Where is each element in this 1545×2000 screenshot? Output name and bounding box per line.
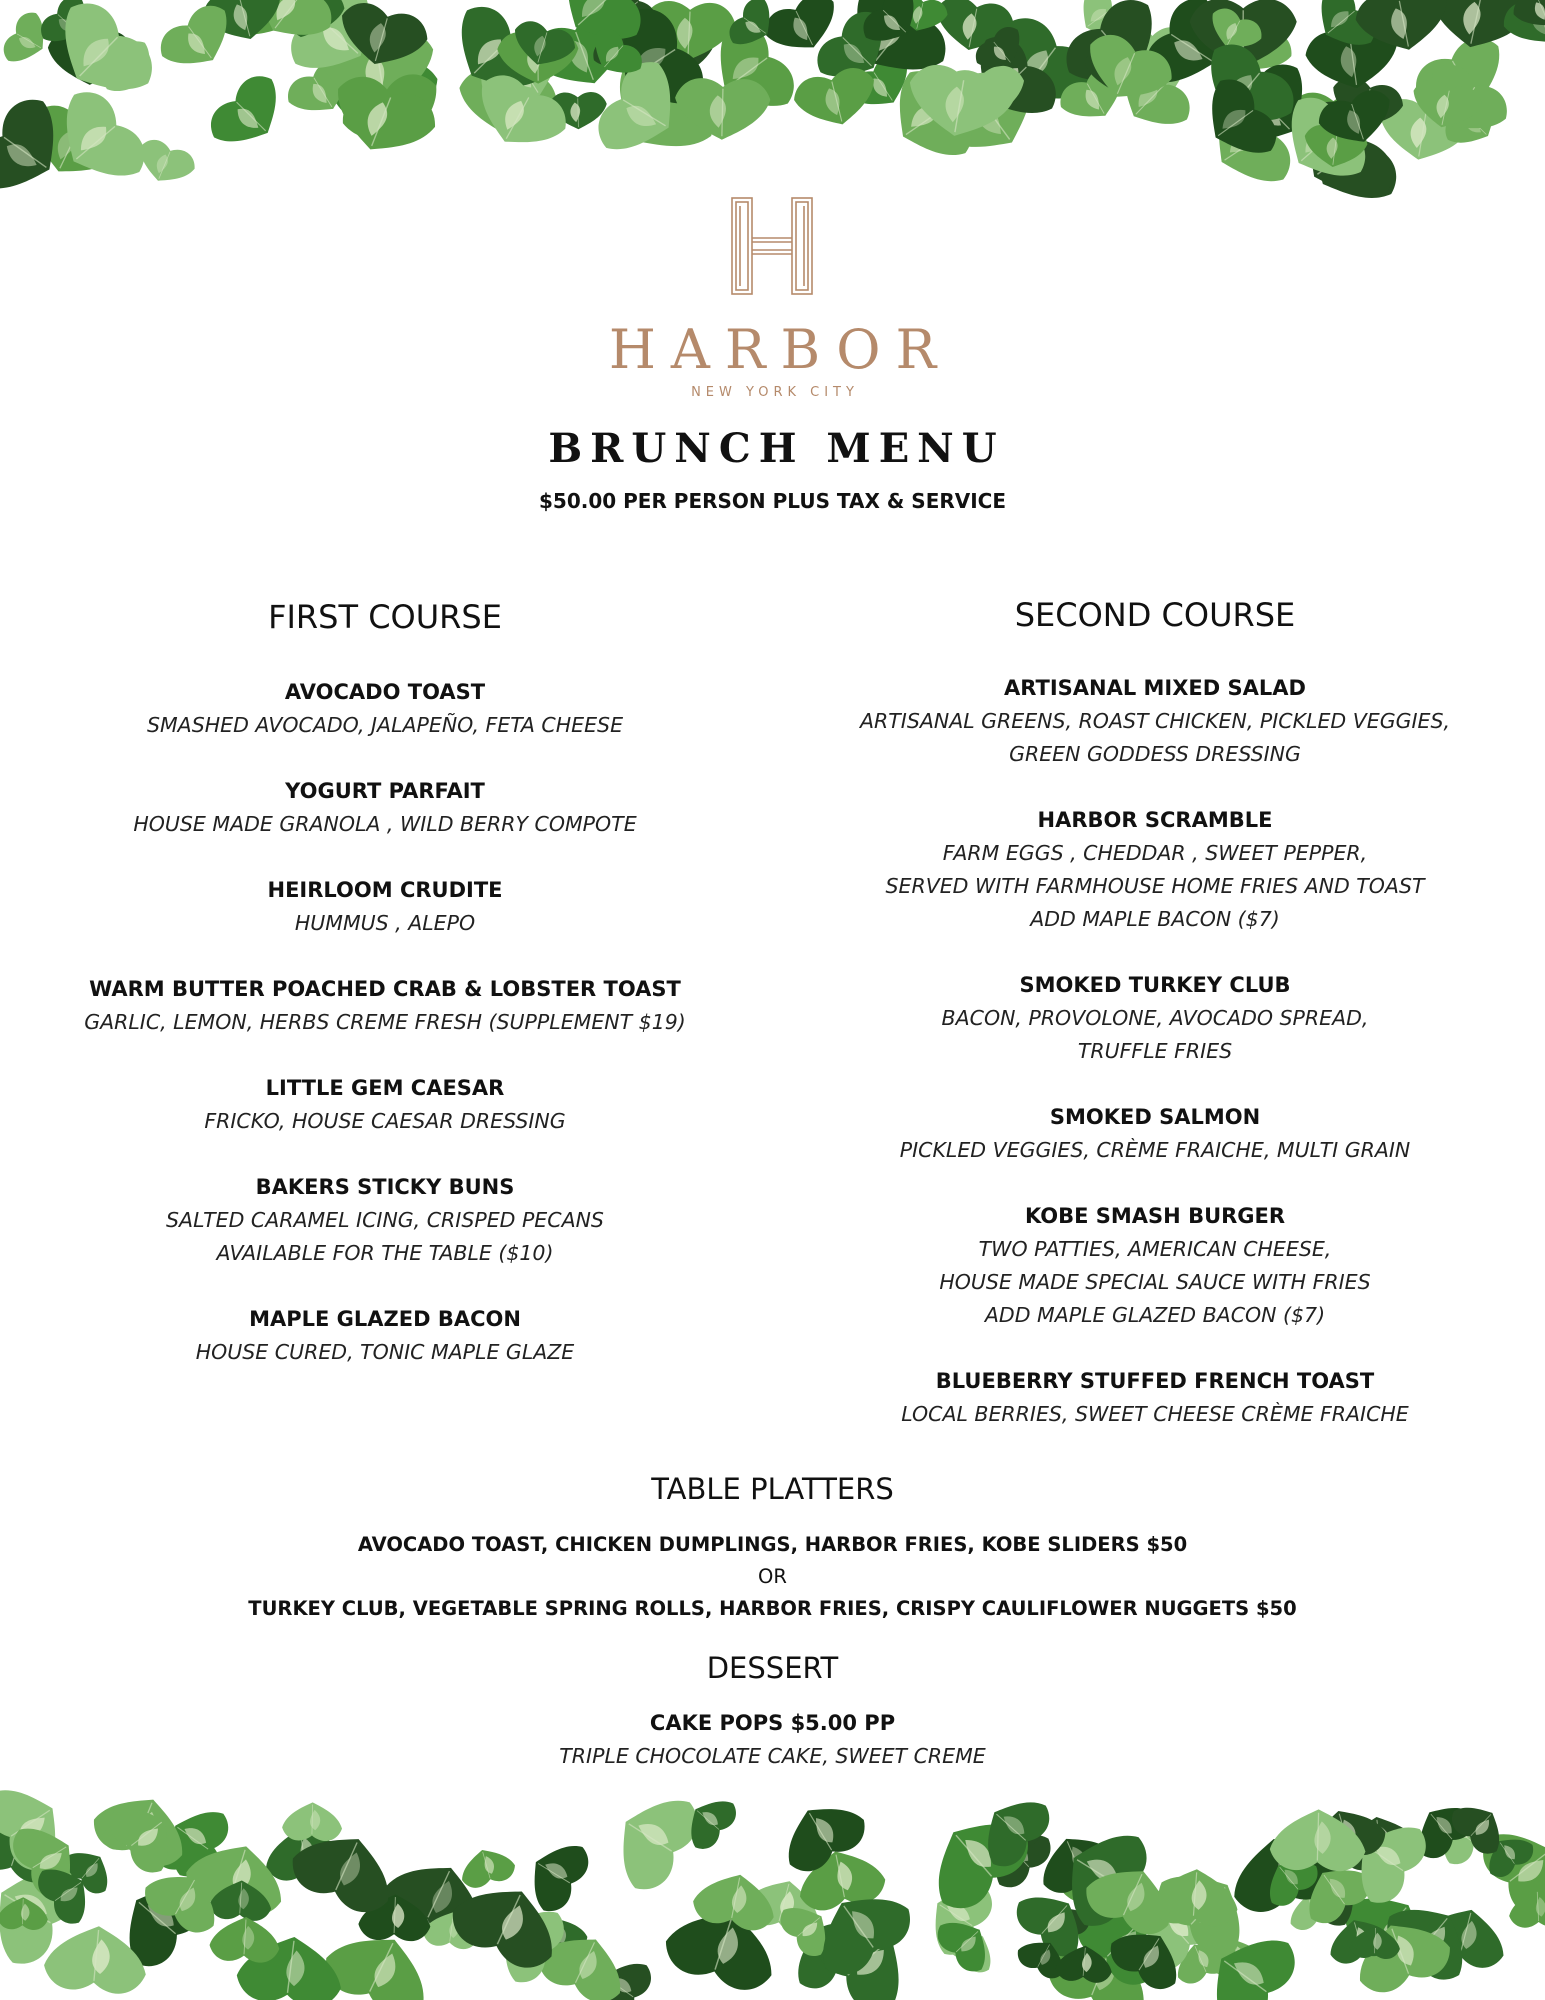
- item-description: ARTISANAL GREENS, ROAST CHICKEN, PICKLED VEGGIES, GREEN GODDESS DRESSING: [859, 709, 1450, 766]
- menu-item: [830, 1101, 1480, 1167]
- item-description: LOCAL BERRIES, SWEET CHEESE CRÈME FRAICHE: [901, 1402, 1409, 1426]
- platter-or-label: OR: [758, 1565, 787, 1588]
- item-description: HOUSE CURED, TONIC MAPLE GLAZE: [195, 1340, 575, 1364]
- brand-location: NEW YORK CITY: [691, 385, 859, 400]
- item-name: MAPLE GLAZED BACON: [249, 1307, 521, 1331]
- item-name: AVOCADO TOAST: [284, 680, 486, 704]
- menu-item: [830, 1365, 1480, 1431]
- item-description: TWO PATTIES, AMERICAN CHEESE, HOUSE MADE SPECIAL SAUCE WITH FRIES ADD MAPLE GLAZED BACON ($7): [939, 1237, 1371, 1327]
- menu-item: [60, 676, 710, 742]
- item-description: PICKLED VEGGIES, CRÈME FRAICHE, MULTI GRAIN: [899, 1138, 1411, 1162]
- menu-item: [830, 804, 1480, 936]
- table-platters-section: [0, 1472, 1545, 1625]
- first-course-column: [60, 598, 710, 1402]
- menu-item: [60, 1171, 710, 1270]
- menu-item: [60, 775, 710, 841]
- leaf: [209, 1915, 281, 1964]
- menu-item: [60, 1303, 710, 1369]
- leaf: [202, 67, 297, 162]
- item-description: HOUSE MADE GRANOLA , WILD BERRY COMPOTE: [133, 812, 637, 836]
- item-name: BLUEBERRY STUFFED FRENCH TOAST: [935, 1369, 1375, 1393]
- foliage-bottom-image: [0, 1790, 1545, 2000]
- leaf: [456, 1843, 518, 1892]
- item-description: BACON, PROVOLONE, AVOCADO SPREAD, TRUFFLE FRIES: [941, 1006, 1369, 1063]
- dessert-item-name: CAKE POPS $5.00 PP: [649, 1711, 896, 1735]
- item-description: FRICKO, HOUSE CAESAR DRESSING: [204, 1109, 566, 1133]
- second-course-title: SECOND COURSE: [1014, 596, 1296, 634]
- item-name: BAKERS STICKY BUNS: [255, 1175, 515, 1199]
- item-description: FARM EGGS , CHEDDAR , SWEET PEPPER, SERVED WITH FARMHOUSE HOME FRIES AND TOAST ADD MAPLE BACON ($7): [885, 841, 1425, 931]
- platter-option-1: AVOCADO TOAST, CHICKEN DUMPLINGS, HARBOR FRIES, KOBE SLIDERS $50: [357, 1533, 1188, 1556]
- item-description: HUMMUS , ALEPO: [294, 911, 476, 935]
- item-name: YOGURT PARFAIT: [285, 779, 485, 803]
- menu-item: [830, 1200, 1480, 1332]
- leaf: [282, 1802, 343, 1842]
- first-course-title: FIRST COURSE: [268, 598, 502, 636]
- item-name: SMOKED TURKEY CLUB: [1019, 973, 1291, 997]
- menu-item: [830, 672, 1480, 771]
- table-platters-title: TABLE PLATTERS: [651, 1472, 894, 1506]
- brand-name: HARBOR: [608, 318, 952, 381]
- dessert-item-description: TRIPLE CHOCOLATE CAKE, SWEET CREME: [559, 1744, 986, 1768]
- menu-price: $50.00 PER PERSON PLUS TAX & SERVICE: [538, 489, 1007, 513]
- item-name: HARBOR SCRAMBLE: [1037, 808, 1273, 832]
- item-description: SALTED CARAMEL ICING, CRISPED PECANS AVAILABLE FOR THE TABLE ($10): [166, 1208, 604, 1265]
- menu-item: [830, 969, 1480, 1068]
- item-name: WARM BUTTER POACHED CRAB & LOBSTER TOAST: [89, 977, 681, 1001]
- item-name: KOBE SMASH BURGER: [1024, 1204, 1286, 1228]
- dessert-title: DESSERT: [706, 1651, 839, 1685]
- item-name: ARTISANAL MIXED SALAD: [1004, 676, 1306, 700]
- item-name: HEIRLOOM CRUDITE: [267, 878, 503, 902]
- item-name: LITTLE GEM CAESAR: [265, 1076, 505, 1100]
- item-description: SMASHED AVOCADO, JALAPEÑO, FETA CHEESE: [146, 713, 624, 737]
- menu-item: [60, 1072, 710, 1138]
- menu-title: BRUNCH MENU: [548, 425, 1005, 472]
- menu-item: [60, 874, 710, 940]
- harbor-h-monogram-icon: [722, 196, 822, 296]
- item-name: SMOKED SALMON: [1049, 1105, 1261, 1129]
- dessert-section: [0, 1651, 1545, 1773]
- leaf: [598, 1790, 708, 1900]
- item-description: GARLIC, LEMON, HERBS CREME FRESH (SUPPLEMENT $19): [84, 1010, 686, 1034]
- second-course-column: [830, 596, 1480, 1464]
- platter-option-2: TURKEY CLUB, VEGETABLE SPRING ROLLS, HARBOR FRIES, CRISPY CAULIFLOWER NUGGETS $50: [248, 1597, 1297, 1620]
- menu-item: [60, 973, 710, 1039]
